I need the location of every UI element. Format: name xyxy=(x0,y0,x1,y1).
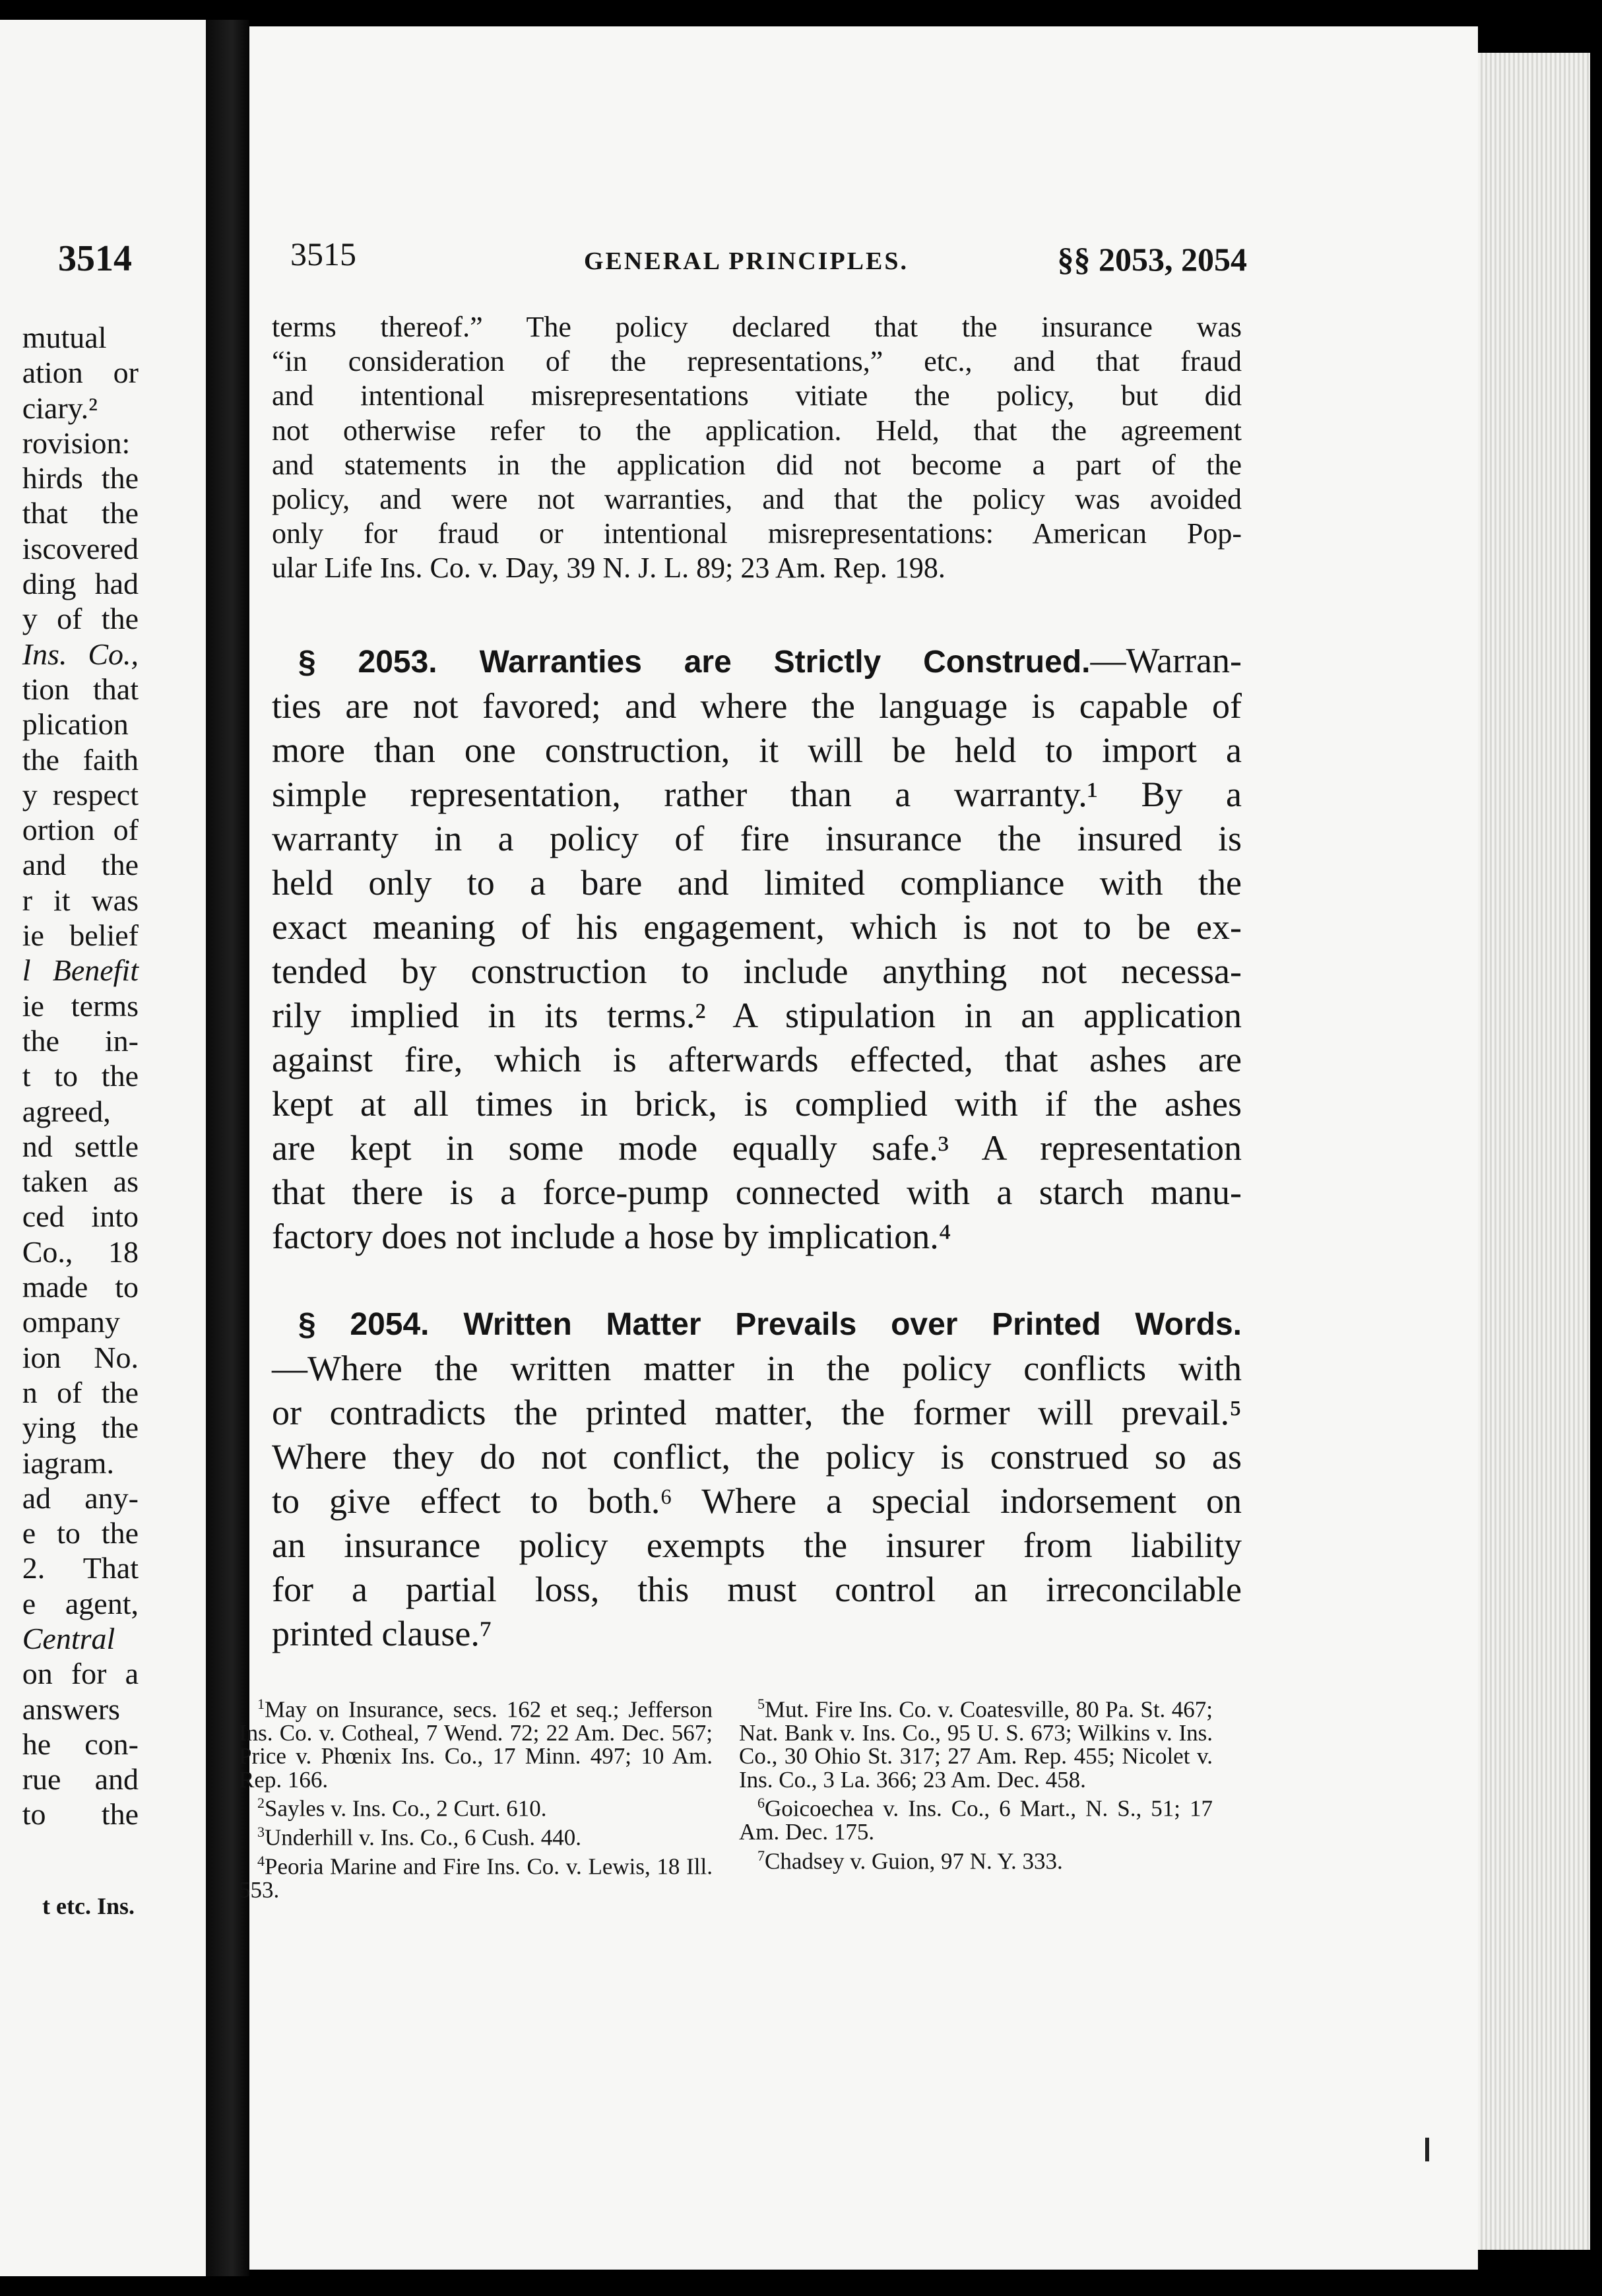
text-line: ties are not favored; and where the language is capable of xyxy=(272,686,1242,726)
text-line: tended by construction to include anything not necessa- xyxy=(272,951,1242,991)
text-line: an insurance policy exempts the insurer from liability xyxy=(272,1525,1242,1565)
footnote-text: Mut. Fire Ins. Co. v. Coatesville, 80 Pa. St. 467; Nat. Bank v. Ins. Co., 95 U. S. 673; Wilkins v. Ins. Co., 30 Ohio St. 317; 27 Am. Rep. 455; Nicolet v. Ins. Co., 3 La. 366; 23 Am. Dec. 458. xyxy=(739,1696,1213,1793)
footnote-text: Chadsey v. Guion, 97 N. Y. 333. xyxy=(765,1848,1063,1874)
previous-page-line: and the xyxy=(22,848,139,882)
text-line: rily implied in its terms.² A stipulation in an application xyxy=(272,996,1242,1035)
text-line: to give effect to both.⁶ Where a special indorsement on xyxy=(272,1481,1242,1521)
previous-page-line: mutual xyxy=(22,321,107,354)
page-number: 3515 xyxy=(290,236,356,272)
text-line: and intentional misrepresentations vitiate the policy, but did xyxy=(272,379,1242,412)
previous-page-line: plication xyxy=(22,707,129,742)
previous-page-line: answers xyxy=(22,1692,120,1726)
footnote xyxy=(239,1820,713,1849)
previous-page-line: hirds the xyxy=(22,461,139,495)
previous-page-line: tion that xyxy=(22,672,139,706)
footnote xyxy=(239,1849,713,1901)
footnote-mark: 3 xyxy=(257,1824,265,1841)
section-number: § 2053. xyxy=(298,645,437,680)
text-line: factory does not include a hose by implication.⁴ xyxy=(272,1217,951,1256)
text-line: for a partial loss, this must control an irreconcilable xyxy=(272,1570,1242,1609)
previous-page-line: Central xyxy=(22,1621,115,1655)
footnote-mark: 7 xyxy=(757,1847,765,1864)
footnote-text: Peoria Marine and Fire Ins. Co. v. Lewis, 18 Ill. 553. xyxy=(239,1854,713,1903)
previous-page-line: y respect xyxy=(22,777,139,812)
previous-page xyxy=(0,20,206,2276)
footnotes-left xyxy=(239,1692,713,1902)
footnote xyxy=(739,1844,1213,1873)
footnote-text: Sayles v. Ins. Co., 2 Curt. 610. xyxy=(265,1795,547,1822)
previous-page-line: agreed, xyxy=(22,1094,111,1128)
footnote xyxy=(739,1791,1213,1843)
footnote-mark: 6 xyxy=(757,1795,765,1812)
footnotes-right xyxy=(739,1692,1213,1873)
footnote-mark: 1 xyxy=(257,1696,265,1712)
text-line: against fire, which is afterwards effected, that ashes are xyxy=(272,1040,1242,1079)
continuation-paragraph xyxy=(272,310,1242,586)
previous-page-line: t to the xyxy=(22,1059,139,1093)
previous-page-text xyxy=(22,320,139,1832)
section-number: § 2054. xyxy=(298,1307,430,1342)
previous-page-line: n of the xyxy=(22,1375,139,1409)
previous-page-line: ortion of xyxy=(22,813,139,847)
footnote-text: May on Insurance, secs. 162 et seq.; Jefferson Ins. Co. v. Cotheal, 7 Wend. 72; 22 Am. Dec. 567; Price v. Phœnix Ins. Co., 17 Minn. 497; 10 Am. Rep. 166. xyxy=(239,1696,713,1793)
previous-page-line: e agent, xyxy=(22,1586,139,1620)
text-line: printed clause.⁷ xyxy=(272,1614,492,1653)
previous-page-line: ding had xyxy=(22,567,139,601)
edge-mark xyxy=(1425,2138,1429,2161)
footnote-text: Goicoechea v. Ins. Co., 6 Mart., N. S., 51; 17 Am. Dec. 175. xyxy=(739,1795,1213,1845)
text-line: not otherwise refer to the application. Held, that the agreement xyxy=(272,414,1242,447)
previous-page-line: ciary.² xyxy=(22,391,98,425)
text-line: —Where the written matter in the policy conflicts with xyxy=(272,1349,1242,1388)
text-line: only for fraud or intentional misrepresentations: American Pop- xyxy=(272,517,1242,550)
footnote xyxy=(739,1692,1213,1791)
previous-page-line: rovision: xyxy=(22,426,131,460)
text-line: ular Life Ins. Co. v. Day, 39 N. J. L. 89; 23 Am. Rep. 198. xyxy=(272,552,945,585)
previous-page-line: rue and xyxy=(22,1762,139,1797)
previous-page-line: the in- xyxy=(22,1023,139,1058)
book-gutter xyxy=(206,20,249,2276)
section-heading: Warranties are Strictly Construed. xyxy=(479,645,1091,680)
text-line: terms thereof.” The policy declared that the insurance was xyxy=(272,311,1242,343)
footnote-mark: 2 xyxy=(257,1795,265,1812)
footnote-mark: 4 xyxy=(257,1853,265,1870)
text-line: Where they do not conflict, the policy is construed so as xyxy=(272,1437,1242,1477)
previous-page-line: taken as xyxy=(22,1164,139,1199)
text-line: policy, and were not warranties, and that the policy was avoided xyxy=(272,483,1242,516)
previous-page-number: 3514 xyxy=(58,238,132,279)
previous-page-line: ced into xyxy=(22,1199,139,1234)
previous-page-line: ompany xyxy=(22,1305,120,1339)
previous-page-line: l Benefit xyxy=(22,953,139,988)
previous-page-line: the faith xyxy=(22,742,139,777)
previous-page-line: iagram. xyxy=(22,1446,114,1480)
running-title: GENERAL PRINCIPLES. xyxy=(584,247,909,275)
previous-page-line: ie terms xyxy=(22,988,139,1023)
text-line: exact meaning of his engagement, which is not to be ex- xyxy=(272,907,1242,947)
footnote xyxy=(239,1692,713,1791)
section-heading: Written Matter Prevails over Printed Words. xyxy=(463,1307,1242,1342)
previous-page-line: made to xyxy=(22,1270,139,1304)
previous-page-line: Co., 18 xyxy=(22,1234,139,1269)
previous-page-line: ie belief xyxy=(22,918,139,953)
page-edges xyxy=(1471,53,1590,2250)
footnote-mark: 5 xyxy=(757,1696,765,1712)
text-line: kept at all times in brick, is complied with if the ashes xyxy=(272,1084,1242,1124)
previous-page-line: nd settle xyxy=(22,1129,139,1163)
previous-page-line: that the xyxy=(22,496,139,530)
previous-page-line: Ins. Co., xyxy=(22,637,139,671)
heading-continuation: —Warran- xyxy=(1090,641,1242,680)
previous-page-line: ion No. xyxy=(22,1340,139,1374)
previous-page-line: 2. That xyxy=(22,1551,139,1585)
footnote xyxy=(239,1791,713,1820)
text-line: and statements in the application did not become a part of the xyxy=(272,448,1242,481)
text-line: warranty in a policy of fire insurance the insured is xyxy=(272,819,1242,858)
text-line: are kept in some mode equally safe.³ A representation xyxy=(272,1128,1242,1168)
page-header xyxy=(290,231,1247,284)
text-line: that there is a force-pump connected with a starch manu- xyxy=(272,1172,1242,1212)
previous-page-line: ying the xyxy=(22,1411,139,1445)
previous-page-line: ad any- xyxy=(22,1481,139,1515)
section-heading-line xyxy=(272,639,1242,684)
previous-page-line: iscovered xyxy=(22,531,139,565)
previous-page-line: y of the xyxy=(22,602,139,636)
previous-page-running-foot: t etc. Ins. xyxy=(42,1893,135,1919)
section-heading-line xyxy=(272,1301,1242,1347)
section-2053 xyxy=(272,639,1242,1259)
previous-page-line: to the xyxy=(22,1797,139,1832)
footnote-text: Underhill v. Ins. Co., 6 Cush. 440. xyxy=(265,1825,581,1851)
previous-page-line: e to the xyxy=(22,1516,139,1550)
text-line: simple representation, rather than a warranty.¹ By a xyxy=(272,775,1242,814)
previous-page-line: he con- xyxy=(22,1727,139,1761)
section-range: §§ 2053, 2054 xyxy=(1057,241,1247,278)
text-line: more than one construction, it will be held to import a xyxy=(272,730,1242,770)
previous-page-line: ation or xyxy=(22,356,139,390)
text-line: held only to a bare and limited compliance with the xyxy=(272,863,1242,903)
section-2054 xyxy=(272,1301,1242,1656)
previous-page-line: r it was xyxy=(22,883,139,917)
text-line: or contradicts the printed matter, the former will prevail.⁵ xyxy=(272,1393,1242,1432)
previous-page-line: on for a xyxy=(22,1657,139,1691)
text-line: “in consideration of the representations,” etc., and that fraud xyxy=(272,345,1242,378)
